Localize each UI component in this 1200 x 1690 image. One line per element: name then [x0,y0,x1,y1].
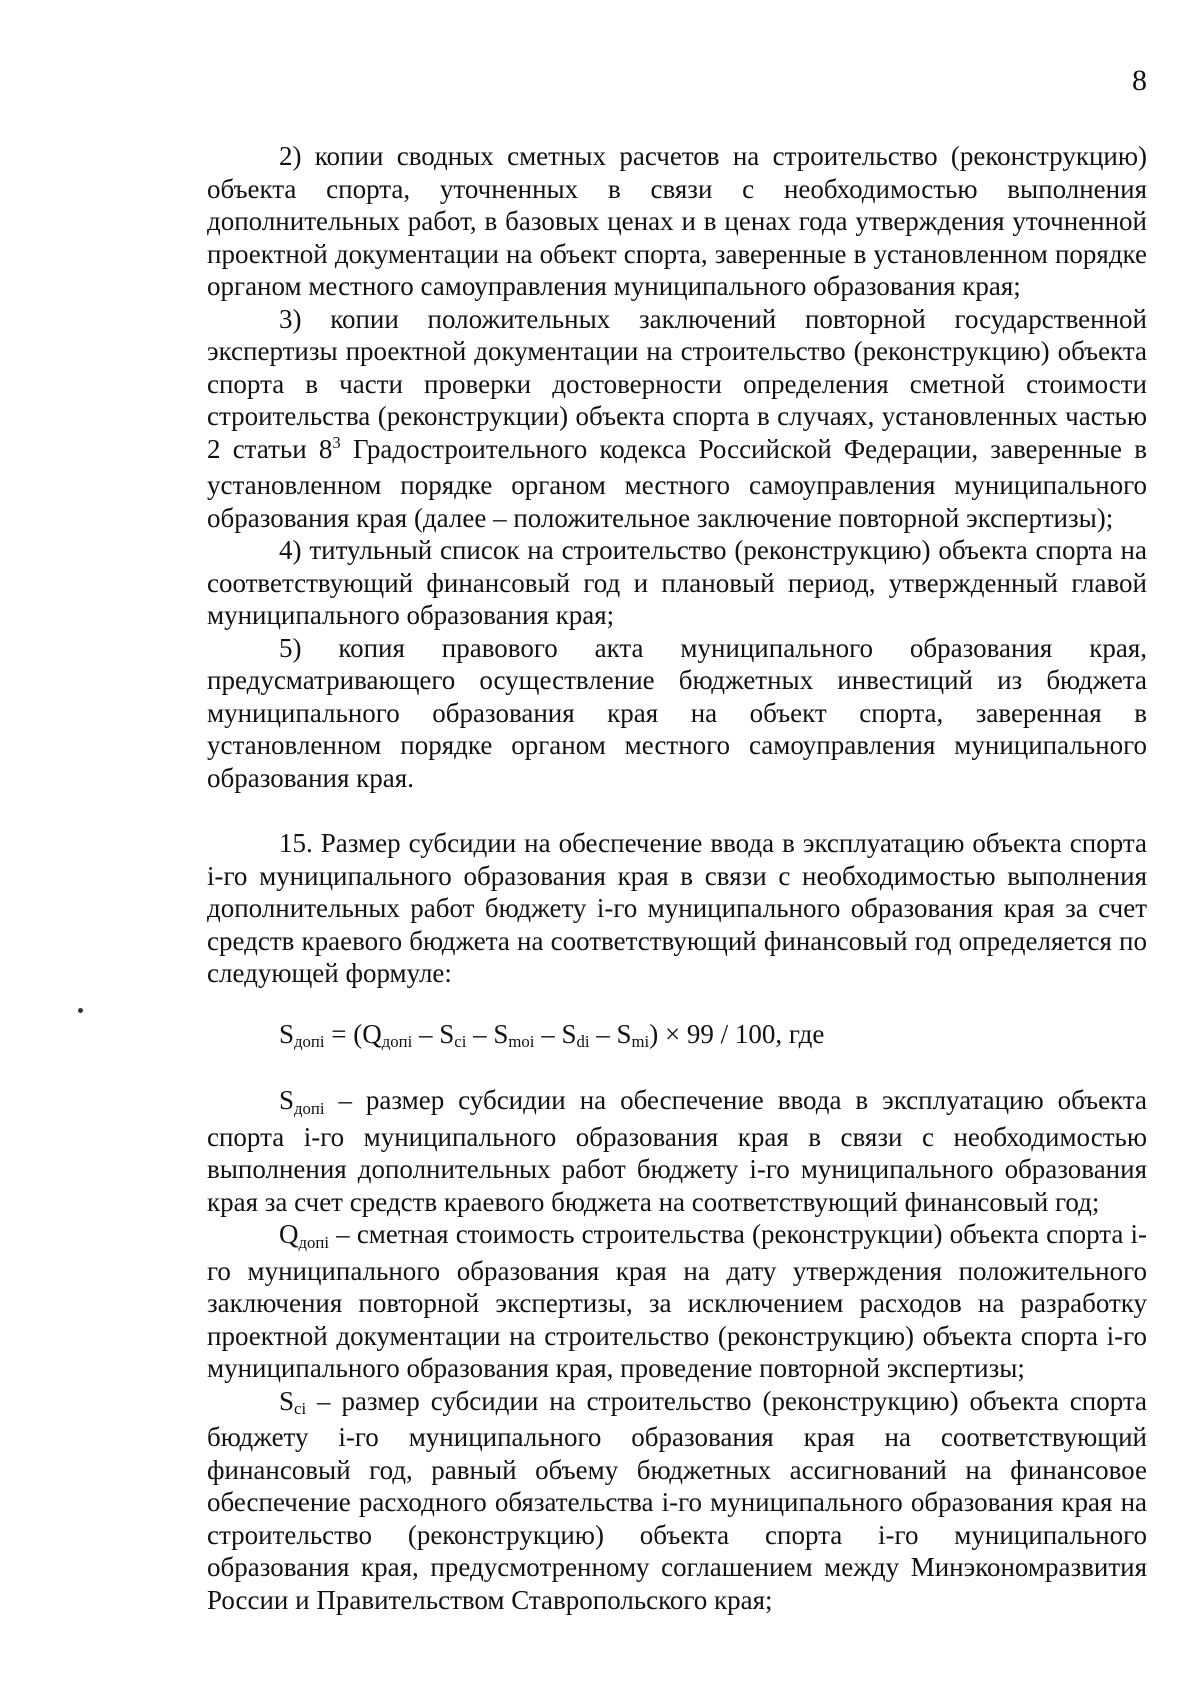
definition-s-ci [207,1385,1147,1617]
list-item-5: 5) копия правового акта муниципального образования края, предусматривающего осуществление бюджетных инвестиций из бюджета муниципального образования края на объект спорта, заверенная в установленном порядке органом местного самоуправления муниципального образования края. [207,632,1147,793]
formula-part: – S [412,1018,455,1049]
definition-symbol: S [279,1085,295,1115]
definition-subscript: ci [294,1399,307,1419]
definition-subscript: допi [298,1232,329,1252]
list-item-3-text: 3) копии положительных заключений повторной государственной экспертизы проектной документации на строительство (реконструкцию) объекта спорта в части проверки достоверности определения сметной стоимости строительства (реконструкции) объекта спорта в случаях, установленных частью 2 статьи 8 [207,303,1147,464]
formula-subscript: di [576,1032,590,1052]
formula-part: ) × 99 / 100, где [649,1018,825,1049]
list-item-2: 2) копии сводных сметных расчетов на строительство (реконструкцию) объекта спорта, уточненных в связи с необходимостью выполнения дополнительных работ, в базовых ценах и в ценах года утверждения уточненной проектной документации на объект спорта, заверенные в установленном порядке органом местного самоуправления муниципального образования края; [207,141,1147,301]
formula [207,1018,1147,1055]
formula-part: – S [534,1018,577,1049]
definition-subscript: допi [294,1098,325,1118]
formula-subscript: допi [294,1032,325,1052]
definition-symbol: Q [279,1219,299,1249]
superscript: 3 [332,433,341,453]
formula-subscript: moi [508,1032,535,1052]
formula-subscript: допi [381,1032,413,1052]
formula-part: – S [466,1018,509,1049]
definition-text: – размер субсидии на обеспечение ввода в эксплуатацию объекта спорта i-го муниципального образования края в связи с необходимостью выполнения дополнительных работ бюджету i-го муниципального образования края за счет средств краевого бюджета на соответствующий финансовый год; [207,1085,1147,1217]
page-number: 8 [1132,64,1147,97]
definition-symbol: S [279,1385,295,1416]
formula-part: – S [589,1018,632,1049]
definition-q-dop [207,1218,1147,1385]
definition-text: – сметная стоимость строительства (реконструкции) объекта спорта i-го муниципального образования края на дату утверждения положительного заключения повторной экспертизы, за исключением расходов на разработку проектной документации на строительство (реконструкцию) объекта спорта i-го муниципального образования края, проведение повторной экспертизы; [207,1219,1147,1383]
list-item-4: 4) титульный список на строительство (реконструкцию) объекта спорта на соответствующий финансовый год и плановый период, утвержденный главой муниципального образования края; [207,535,1147,630]
list-item-3 [207,303,1147,535]
formula-part: = (Q [324,1018,382,1049]
formula-subscript: ci [454,1032,467,1052]
definition-text: – размер субсидии на строительство (реконструкцию) объекта спорта бюджету i-го муниципального образования края на соответствующий финансовый год, равный объему бюджетных ассигнований на финансовое обеспечение расходного обязательства i-го муниципального образования края на строительство (реконструкцию) объекта спорта i-го муниципального образования края, предусмотренному соглашением между Минэкономразвития России и Правительством Ставропольского края; [207,1385,1147,1615]
formula-subscript: mi [631,1032,650,1052]
section-15-paragraph: 15. Размер субсидии на обеспечение ввода в эксплуатацию объекта спорта i-го муниципального образования края в связи с необходимостью выполнения дополнительных работ бюджету i-го муниципального образования края за счет средств краевого бюджета на соответствующий финансовый год определяется по следующей формуле: [207,828,1147,988]
formula-symbol: S [279,1018,295,1049]
list-item-3-text-cont: Градостроительного кодекса Российской Федерации, заверенные в установленном порядке органом местного самоуправления муниципального образования края (далее – положительное заключение повторной экспертизы); [207,433,1147,533]
document-body [207,140,1147,1616]
scan-speck [78,1008,83,1013]
definition-s-dop [207,1084,1147,1218]
